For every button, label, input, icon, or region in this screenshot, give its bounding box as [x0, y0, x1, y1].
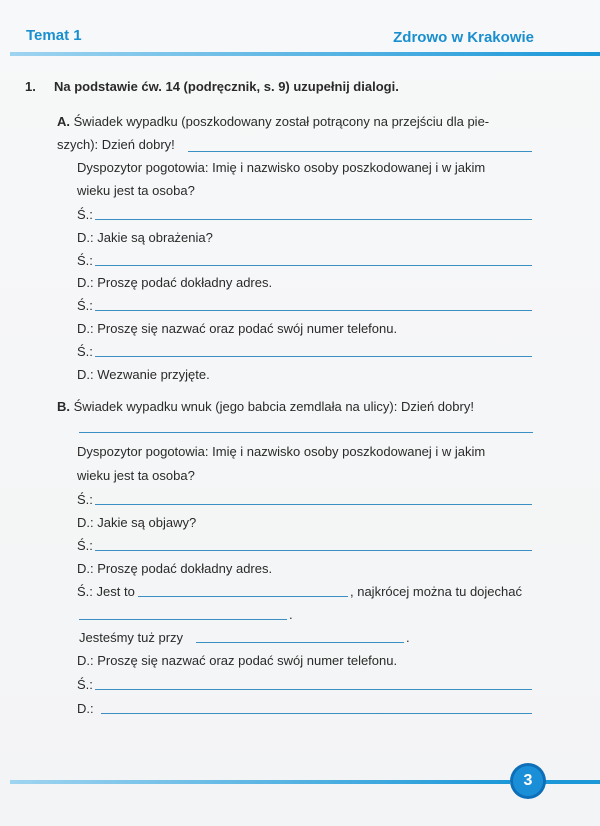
footer-divider: [10, 780, 510, 784]
dispatcher-label: D.:: [77, 701, 94, 716]
witness-label: Ś.:: [77, 492, 93, 507]
witness-label: Ś.:: [77, 344, 93, 359]
footer-divider-right: [545, 780, 600, 784]
answer-line[interactable]: [138, 596, 348, 597]
witness-location-start: Jesteśmy tuż przy: [79, 630, 184, 645]
answer-line[interactable]: [95, 689, 532, 690]
witness-label: Ś.:: [77, 677, 93, 692]
section-b-dispatcher-line2: wieku jest ta osoba?: [77, 468, 195, 483]
answer-line[interactable]: [196, 642, 404, 643]
dispatcher-question: D.: Jakie są objawy?: [77, 515, 197, 530]
answer-line[interactable]: [188, 151, 532, 152]
section-a-label: A.: [57, 114, 70, 129]
witness-label: Ś.:: [77, 253, 93, 268]
section-b-label: B.: [57, 399, 70, 414]
witness-answer-middle: , najkrócej można tu dojechać: [350, 584, 522, 599]
dispatcher-closing: D.: Wezwanie przyjęte.: [77, 367, 210, 382]
answer-line[interactable]: [95, 265, 532, 266]
topic-label: Temat 1: [26, 27, 82, 44]
dispatcher-question: D.: Jakie są obrażenia?: [77, 230, 213, 245]
exercise-instruction: Na podstawie ćw. 14 (podręcznik, s. 9) uzupełnij dialogi.: [54, 79, 399, 94]
answer-line[interactable]: [95, 310, 532, 311]
sentence-end: .: [289, 607, 293, 622]
dispatcher-question: D.: Proszę podać dokładny adres.: [77, 561, 273, 576]
page-number-badge: 3: [513, 766, 543, 796]
witness-label: Ś.:: [77, 298, 93, 313]
section-a-intro-line2: szych): Dzień dobry!: [57, 137, 175, 152]
dispatcher-question: D.: Proszę się nazwać oraz podać swój numer telefonu.: [77, 321, 398, 336]
witness-answer-start: Ś.: Jest to: [77, 584, 135, 599]
section-b-intro: B. Świadek wypadku wnuk (jego babcia zemdlała na ulicy): Dzień dobry!: [57, 399, 474, 414]
answer-line[interactable]: [79, 432, 533, 433]
section-b-dispatcher-line1: Dyspozytor pogotowia: Imię i nazwisko osoby poszkodowanej i w jakim: [77, 444, 486, 459]
section-a-dispatcher-line1: Dyspozytor pogotowia: Imię i nazwisko osoby poszkodowanej i w jakim: [77, 160, 486, 175]
answer-line[interactable]: [79, 619, 287, 620]
exercise-number: 1.: [25, 79, 36, 94]
sentence-end: .: [406, 630, 410, 645]
witness-label: Ś.:: [77, 538, 93, 553]
answer-line[interactable]: [95, 550, 532, 551]
answer-line[interactable]: [95, 356, 532, 357]
answer-line[interactable]: [95, 219, 532, 220]
section-a-intro-line1: A. Świadek wypadku (poszkodowany został potrącony na przejściu dla pie-: [57, 114, 490, 129]
section-a-dispatcher-line2: wieku jest ta osoba?: [77, 183, 195, 198]
chapter-title: Zdrowo w Krakowie: [393, 29, 534, 46]
witness-label: Ś.:: [77, 207, 93, 222]
dispatcher-question: D.: Proszę podać dokładny adres.: [77, 275, 273, 290]
header-divider: [10, 52, 600, 56]
dispatcher-question: D.: Proszę się nazwać oraz podać swój numer telefonu.: [77, 653, 398, 668]
answer-line[interactable]: [101, 713, 532, 714]
answer-line[interactable]: [95, 504, 532, 505]
